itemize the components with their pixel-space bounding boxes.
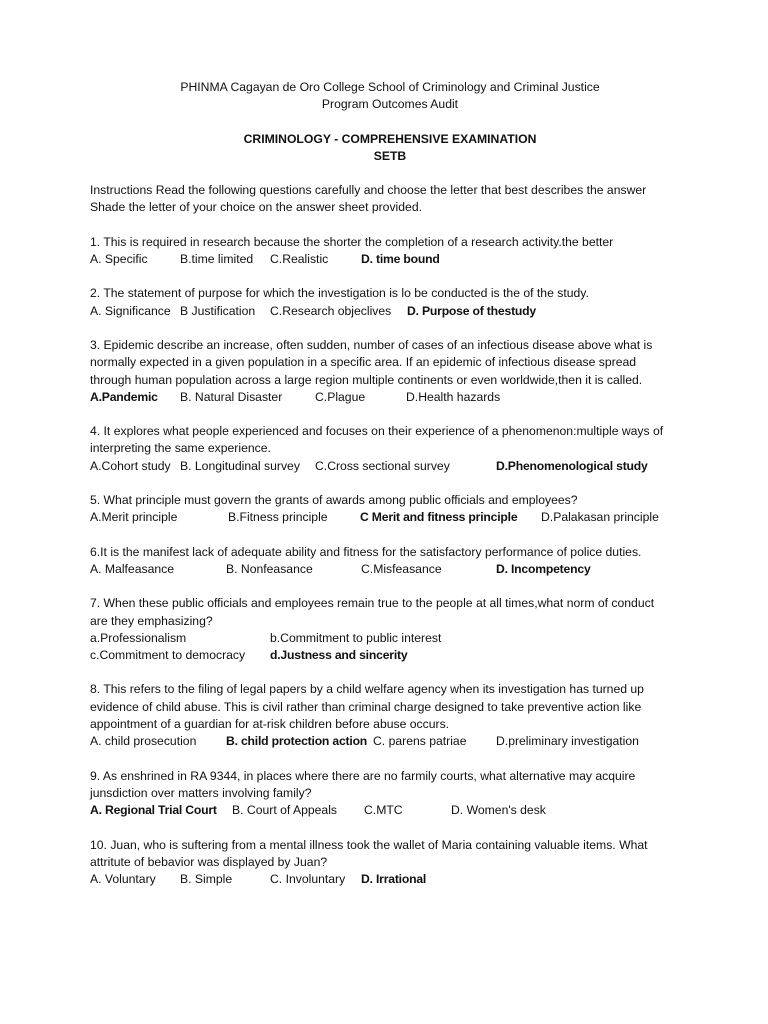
question-text-line: are they emphasizing? [90,613,213,628]
instructions-line-1: Instructions Read the following questions carefully and choose the letter that best describes the answer [90,183,647,198]
choices-row [90,630,690,647]
answer-choice-correct: D.Phenomenological study [496,458,648,473]
answer-choice: D.Palakasan principle [541,510,659,525]
question-text-line: 8. This refers to the filing of legal papers by a child welfare agency when its investigation has turned up [90,682,644,697]
question-text-line: normally expected in a given population in a specific area. If an epidemic of infectious disease spread [90,355,637,370]
question-text-line: through human population across a large region multiple continents or even worldwide,then it is called. [90,372,643,387]
exam-title: CRIMINOLOGY - COMPREHENSIVE EXAMINATION [243,131,537,146]
question-text-line: 2. The statement of purpose for which the investigation is lo be conducted is the of the study. [90,286,589,301]
audit-subtitle: Program Outcomes Audit [321,97,459,112]
answer-choice-correct: B. child protection action [226,734,368,749]
question-7 [90,595,690,664]
answer-choice: C. Involuntary [270,872,346,887]
exam-set: SETB [373,148,407,163]
question-text-line: attritute of bebavior was displayed by Juan? [90,854,328,869]
answer-choice: a.Professionalism [90,630,187,645]
question-9 [90,768,690,820]
answer-choice: B. Simple [180,872,233,887]
answer-choice: C.Research objeclives [270,303,392,318]
choices-row [90,733,690,750]
choices-row [90,647,690,664]
answer-choice-correct: d.Justness and sincerity [270,648,408,663]
answer-choice: b.Commitment to public interest [270,630,442,645]
choices-row [90,251,690,268]
answer-choice: D.preliminary investigation [496,734,639,749]
answer-choice: C.Cross sectional survey [315,458,450,473]
answer-choice: B.time limited [180,252,254,267]
question-list [90,217,690,889]
question-10 [90,837,690,889]
question-text-line: evidence of child abuse. This is civil rather than criminal charge designed to take preventive action like [90,699,642,714]
question-8 [90,681,690,750]
question-text-line: 7. When these public officials and employees remain true to the people at all times,what norm of conduct [90,596,655,611]
answer-choice: C.Realistic [270,252,329,267]
question-text-line: interpreting the same experience. [90,441,271,456]
answer-choice: C. parens patriae [373,734,467,749]
answer-choice: C.Misfeasance [361,561,442,576]
question-4 [90,423,690,475]
answer-choice-correct: D. time bound [361,252,440,267]
answer-choice: B. Nonfeasance [226,561,313,576]
question-text-line: 3. Epidemic describe an increase, often sudden, number of cases of an infectious disease above what is [90,337,653,352]
choices-row [90,561,690,578]
answer-choice: D. Women's desk [451,803,546,818]
answer-choice: B. Natural Disaster [180,389,283,404]
choices-row [90,303,690,320]
answer-choice: B. Longitudinal survey [180,458,300,473]
answer-choice-correct: A. Regional Trial Court [90,803,217,818]
answer-choice-correct: D. Irrational [361,872,427,887]
question-text-line: 9. As enshrined in RA 9344, in places where there are no farmily courts, what alternative may acquire [90,768,636,783]
instructions-line-2: Shade the letter of your choice on the answer sheet provided. [90,200,422,215]
question-text-line: 5. What principle must govern the grants of awards among public officials and employees? [90,493,578,508]
answer-choice: A. child prosecution [90,734,197,749]
question-1 [90,234,690,269]
question-2 [90,285,690,320]
question-text-line: 10. Juan, who is suftering from a mental illness took the wallet of Maria containing valuable items. What [90,837,648,852]
question-text-line: junsdiction over matters involving family? [90,785,312,800]
answer-choice: B.Fitness principle [228,510,328,525]
question-5 [90,492,690,527]
answer-choice: B Justification [180,303,256,318]
answer-choice: c.Commitment to democracy [90,648,246,663]
question-text-line: 6.It is the manifest lack of adequate ability and fitness for the satisfactory performance of police duties. [90,544,642,559]
answer-choice: B. Court of Appeals [232,803,338,818]
answer-choice-correct: D. Incompetency [496,561,591,576]
question-6 [90,544,690,579]
answer-choice: A. Voluntary [90,872,156,887]
answer-choice-correct: A.Pandemic [90,389,158,404]
answer-choice: A.Merit principle [90,510,178,525]
answer-choice: A. Specific [90,252,148,267]
question-text-line: appointment of a guardian for at-risk children before abuse occurs. [90,717,450,732]
question-text-line: 4. It explores what people experienced and focuses on their experience of a phenomenon:multiple ways of [90,424,664,439]
choices-row [90,458,690,475]
answer-choice: D.Health hazards [406,389,501,404]
answer-choice: A. Malfeasance [90,561,175,576]
answer-choice-correct: C Merit and fitness principle [360,510,518,525]
choices-row [90,871,690,888]
choices-row [90,389,690,406]
school-name: PHINMA Cagayan de Oro College School of Criminology and Criminal Justice [180,80,600,94]
question-3 [90,337,690,406]
answer-choice: C.Plague [315,389,366,404]
answer-choice-correct: D. Purpose of thestudy [407,303,536,318]
answer-choice: A. Significance [90,303,171,318]
question-text-line: 1. This is required in research because the shorter the completion of a research activity.the better [90,234,614,249]
choices-row [90,802,690,819]
choices-row [90,509,690,526]
answer-choice: A.Cohort study [90,458,171,473]
answer-choice: C.MTC [364,803,403,818]
exam-document [90,79,690,888]
